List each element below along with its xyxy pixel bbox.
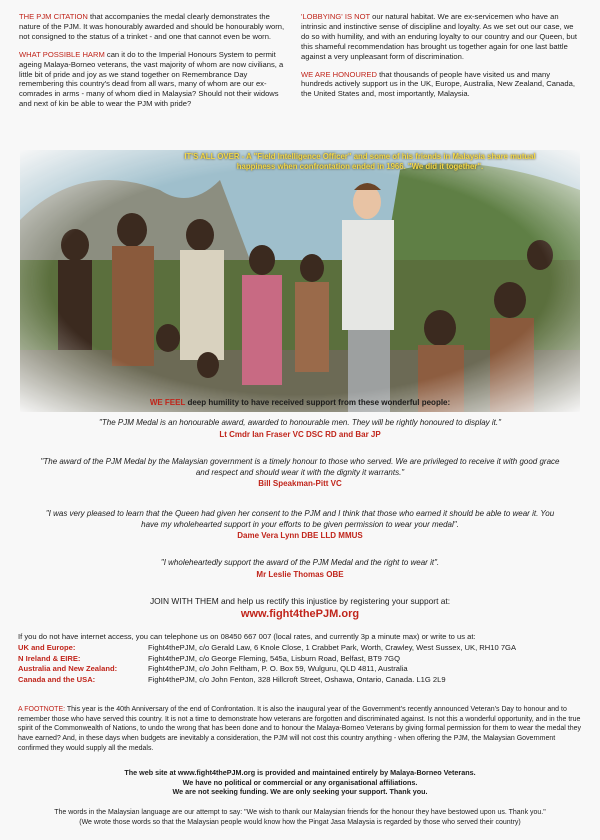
support-intro-text: deep humility to have received support from these wonderful people: xyxy=(185,398,451,407)
paragraph-text: can it do to the Imperial Honours System to permit ageing Malaya-Borneo veterans, the vast majority of whom are now civilians, a little bit of pride and joy as we stand together on Remembrance Day remembering this country's dead from all wars, many of whom are our ex-comrades in arms - many of whom died in Malaysia? Should not their widows and next of kin be able to wear the PJM with pride? xyxy=(19,49,284,109)
lobbying-paragraph xyxy=(301,12,583,62)
phone-contact-text: If you do not have internet access, you can telephone us on 08450 667 007 (local rates, and currently 3p a minute max) or write to us at: xyxy=(18,632,476,641)
paragraph-text: that thousands of people have visited us and many hundreds actively support us in the UK, Europe, Australia, New Zealand, Canada, the United States and, most importantly, Malaysia. xyxy=(301,69,575,99)
quote-block xyxy=(40,558,560,580)
address-row xyxy=(18,654,588,665)
footnote-text: This year is the 40th Anniversary of the end of Confrontation. It is also the inaugural year of the Government's recently announced Veteran's Day to honour and to remember those who have served this country. It is not a time to demonstrate how veterans are forgotten and discriminated against. Is not this a wonderful opportunity, and in the true spirit of the Commonwealth of Nations, to undo the wrong that has been done and to honour the Malaya-Borneo Veterans by giving formal permission for them to wear the medal they have earned? And, in these days when budgets are inevitably a consideration, the PJM will not cost this country anything - when offering the PJM, the Malaysian Government confirmed they would supply all the medals. xyxy=(18,706,582,752)
quote-block xyxy=(40,418,560,440)
website-link[interactable]: www.fight4thePJM.org xyxy=(240,608,360,620)
address-detail: Fight4thePJM, c/o John Feltham, P. O. Box 59, Wulguru, QLD 4811, Australia xyxy=(148,664,408,674)
paragraph-lead: WE ARE HONOURED xyxy=(301,69,377,79)
disclaimer-line: We are not seeking funding. We are only seeking your support. Thank you. xyxy=(172,787,428,797)
words-line: The words in the Malaysian language are our attempt to say: "We wish to thank our Malaysian friends for the honour they have bestowed upon us. Thank you." xyxy=(54,809,546,816)
quote-author: Lt Cmdr Ian Fraser VC DSC RD and Bar JP xyxy=(219,429,381,439)
address-detail: Fight4thePJM, c/o Gerald Law, 6 Knole Close, 1 Crabbet Park, Worth, Crawley, West Sussex, UK, RH10 7GA xyxy=(148,643,517,652)
support-intro xyxy=(0,398,600,407)
malaysian-words-note xyxy=(0,808,600,827)
quote-author: Dame Vera Lynn DBE LLD MMUS xyxy=(237,531,363,540)
support-intro-lead: WE FEEL xyxy=(149,398,186,407)
group-photo xyxy=(20,150,580,412)
address-row xyxy=(18,643,588,654)
left-column xyxy=(19,12,289,117)
quote-author: Mr Leslie Thomas OBE xyxy=(256,569,344,579)
quote-text: "The award of the PJM Medal by the Malaysian government is a timely honour to those who served. We are privileged to receive it with good grace and respect and should wear it with the dignity it warrants." xyxy=(40,457,560,477)
address-list xyxy=(18,643,588,686)
group-photo-illustration xyxy=(20,150,580,412)
quote-text: "I wholeheartedly support the award of the PJM Medal and the right to wear it". xyxy=(160,558,440,567)
disclaimer-line: The web site at www.fight4thePJM.org is provided and maintained entirely by Malaya-Borneo Veterans. xyxy=(124,768,476,777)
words-line: (We wrote those words so that the Malaysian people would know how the Pingat Jasa Malaysia is regarded by those who served their country) xyxy=(79,818,521,826)
quote-author: Bill Speakman-Pitt VC xyxy=(258,479,342,488)
address-detail: Fight4thePJM, c/o John Fenton, 328 Hillcroft Street, Oshawa, Ontario, Canada. L1G 2L9 xyxy=(148,675,446,685)
paragraph-lead: 'LOBBYING' IS NOT xyxy=(301,12,371,21)
address-region: Canada and the USA: xyxy=(18,675,96,685)
right-column xyxy=(301,12,583,107)
disclaimer-line: We have no political or commercial or any organisational affiliations. xyxy=(182,777,418,787)
honoured-paragraph xyxy=(301,70,583,100)
address-region: Australia and New Zealand: xyxy=(18,664,118,674)
quote-block xyxy=(40,509,560,541)
footnote xyxy=(18,705,583,754)
address-region: N Ireland & EIRE: xyxy=(18,653,81,663)
join-call-to-action: JOIN WITH THEM and help us rectify this injustice by registering your support at: xyxy=(149,596,451,606)
address-row xyxy=(18,675,588,686)
photo-caption: IT'S ALL OVER - A "Field Intelligence Officer" and some of his friends in Malaysia share mutual happiness when confrontation ended in 1966. "We did it together". xyxy=(184,152,536,171)
website-disclaimer xyxy=(0,768,600,797)
possible-harm-paragraph xyxy=(19,50,289,109)
footnote-lead: A FOOTNOTE: xyxy=(18,706,66,713)
paragraph-lead: WHAT POSSIBLE HARM xyxy=(19,49,105,59)
paragraph-text: our natural habitat. We are ex-servicemen who have an intrinsic and instinctive sense of discipline and loyalty. As we set out our case, we do so with humility, and with an enduring loyalty to our country and our Queen, but this shameful recommendation has brought us together again for one last battle against a very unpleasant form of discrimination. xyxy=(301,12,577,61)
address-detail: Fight4thePJM, c/o George Fleming, 545a, Lisburn Road, Belfast, BT9 7GQ xyxy=(148,653,400,663)
paragraph-text: that accompanies the medal clearly demonstrates the nature of the PJM. It was honourably awarded and should be honourably worn, not consigned to the status of a trinket - and one that cannot even be worn. xyxy=(19,12,285,41)
paragraph-lead: THE PJM CITATION xyxy=(19,12,88,21)
quote-text: "The PJM Medal is an honourable award, awarded to honourable men. They will be rightly honoured to display it." xyxy=(99,418,501,427)
quote-block xyxy=(40,457,560,489)
address-row xyxy=(18,664,588,675)
address-region: UK and Europe: xyxy=(18,643,76,652)
pjm-citation-paragraph xyxy=(19,12,289,42)
quote-text: "I was very pleased to learn that the Queen had given her consent to the PJM and I think that those who earned it should be able to wear it. You have my wholehearted support in your efforts to be given permission to wear your medal". xyxy=(45,509,555,529)
